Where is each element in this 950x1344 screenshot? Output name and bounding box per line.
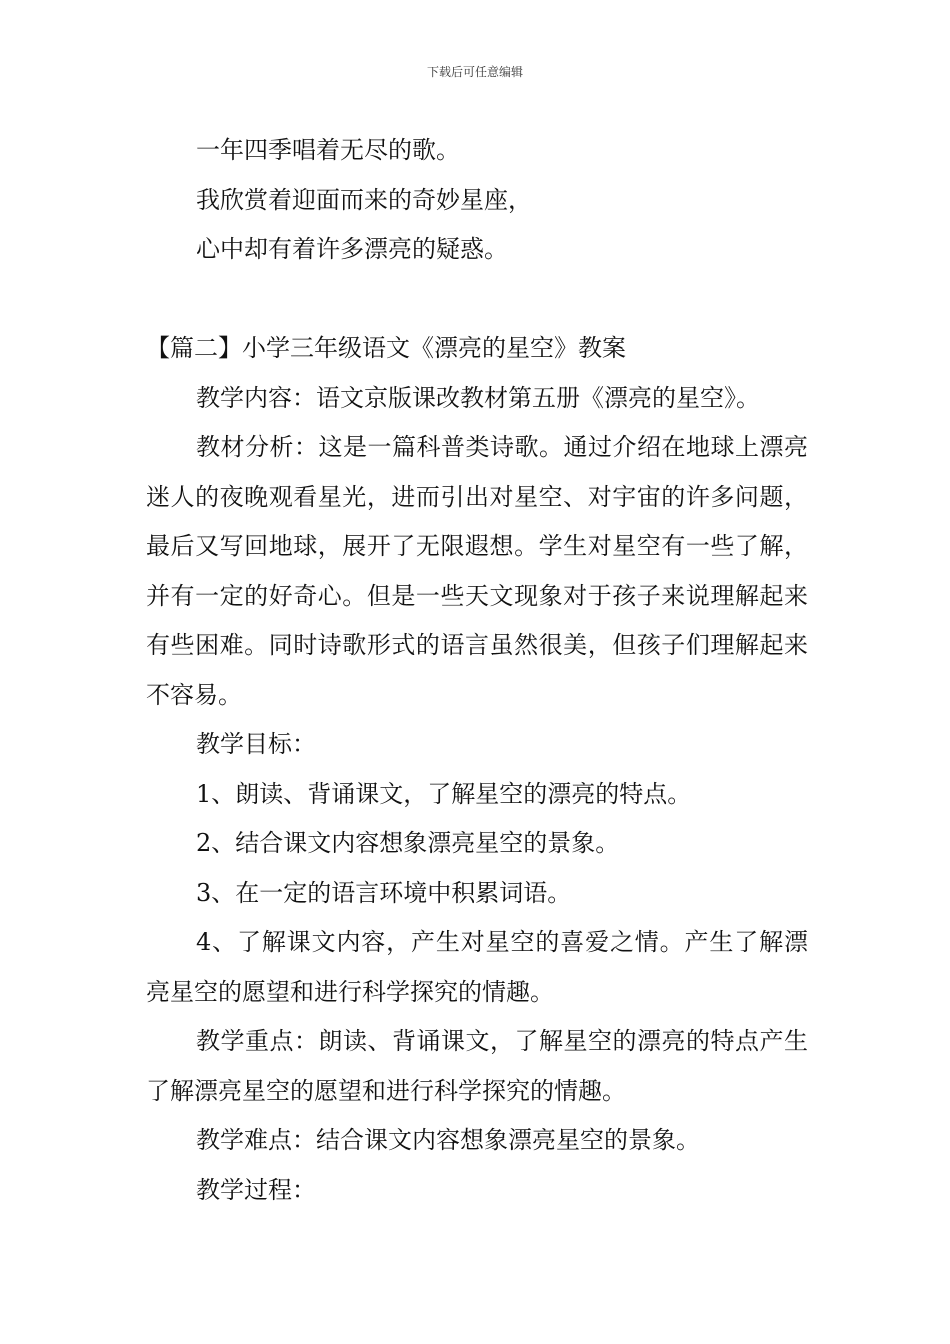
key-points: 教学重点：朗读、背诵课文，了解星空的漂亮的特点产生了解漂亮星空的愿望和进行科学探究的情趣。 (146, 1027, 808, 1105)
spacer (146, 275, 808, 325)
poem-line: 一年四季唱着无尽的歌。 (196, 136, 460, 164)
material-analysis: 教材分析：这是一篇科普类诗歌。通过介绍在地球上漂亮迷人的夜晚观看星光，进而引出对星空、对宇宙的许多问题，最后又写回地球，展开了无限遐想。学生对星空有一些了解，并有一定的好奇心。但是一些天文现象对于孩子来说理解起来有些困难。同时诗歌形式的语言虽然很美，但孩子们理解起来不容易。 (146, 433, 808, 709)
document-body (146, 126, 808, 1215)
process-label: 教学过程： (196, 1175, 316, 1204)
goal-item: 1、朗读、背诵课文，了解星空的漂亮的特点。 (196, 779, 692, 808)
goals-label: 教学目标： (196, 730, 316, 758)
poem-line: 我欣赏着迎面而来的奇妙星座， (196, 185, 532, 214)
goal-item: 2、结合课文内容想象漂亮星空的景象。 (196, 829, 620, 857)
page-header: 下载后可任意编辑 (426, 65, 523, 79)
goal-item: 4、了解课文内容，产生对星空的喜爱之情。产生了解漂亮星空的愿望和进行科学探究的情趣。 (146, 928, 808, 1006)
teaching-content: 教学内容：语文京版课改教材第五册《漂亮的星空》。 (196, 383, 760, 412)
goal-item: 3、在一定的语言环境中积累词语。 (196, 878, 572, 907)
section-title: 【篇二】小学三年级语文《漂亮的星空》教案 (146, 334, 626, 362)
difficulties: 教学难点：结合课文内容想象漂亮星空的景象。 (196, 1126, 700, 1154)
poem-line: 心中却有着许多漂亮的疑惑。 (196, 235, 508, 263)
